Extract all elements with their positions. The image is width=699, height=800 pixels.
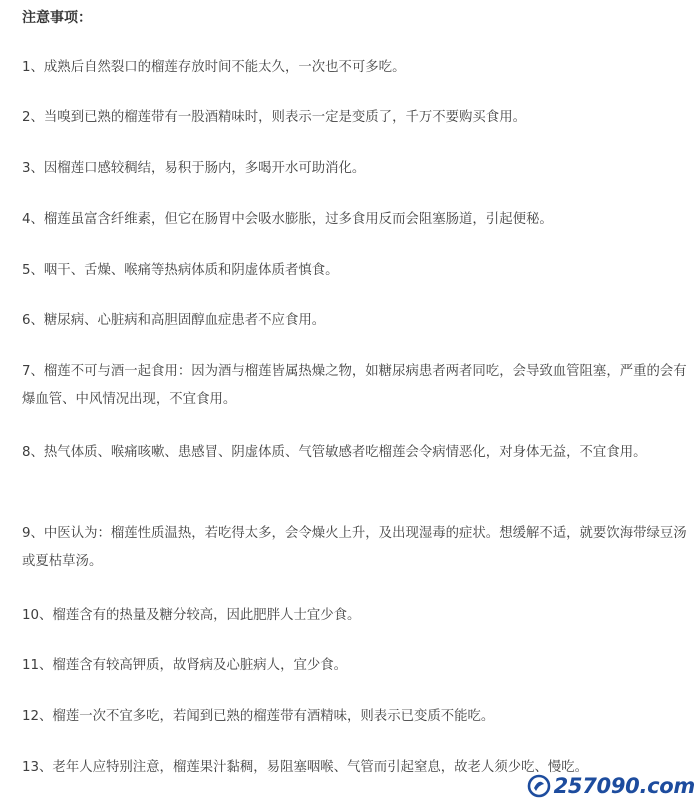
list-item: 5、咽干、舌燥、喉痛等热病体质和阴虚体质者慎食。	[22, 263, 339, 278]
logo-mark-icon	[527, 774, 551, 798]
list-item: 12、榴莲一次不宜多吃，若闻到已熟的榴莲带有酒精味，则表示已变质不能吃。	[22, 709, 495, 724]
list-item: 9、中医认为：榴莲性质温热，若吃得太多，会令燥火上升，及出现湿毒的症状。想缓解不适，就要饮海带绿豆汤或夏枯草汤。	[22, 526, 687, 569]
watermark	[527, 774, 695, 798]
list-item: 7、榴莲不可与酒一起食用：因为酒与榴莲皆属热燥之物，如糖尿病患者两者同吃，会导致血管阻塞，严重的会有爆血管、中风情况出现，不宜食用。	[22, 364, 687, 407]
list-item: 2、当嗅到已熟的榴莲带有一股酒精味时，则表示一定是变质了，千万不要购买食用。	[22, 110, 526, 125]
list-item: 11、榴莲含有较高钾质，故肾病及心脏病人，宜少食。	[22, 658, 348, 673]
watermark-text: 257090.com	[553, 774, 695, 798]
list-item: 6、糖尿病、心脏病和高胆固醇血症患者不应食用。	[22, 313, 326, 328]
list-item: 3、因榴莲口感较稠结，易积于肠内，多喝开水可助消化。	[22, 161, 366, 176]
list-item: 8、热气体质、喉痛咳嗽、患感冒、阴虚体质、气管敏感者吃榴莲会令病情恶化，对身体无益，不宜食用。	[22, 445, 647, 460]
list-item: 13、老年人应特别注意，榴莲果汁黏稠，易阻塞咽喉、气管而引起窒息，故老人须少吃、慢吃。	[22, 760, 589, 775]
page-title: 注意事项：	[22, 10, 92, 26]
list-item: 1、成熟后自然裂口的榴莲存放时间不能太久，一次也不可多吃。	[22, 60, 406, 75]
list-item: 4、榴莲虽富含纤维素，但它在肠胃中会吸水膨胀，过多食用反而会阻塞肠道，引起便秘。	[22, 212, 553, 227]
list-item: 10、榴莲含有的热量及糖分较高，因此肥胖人士宜少食。	[22, 608, 361, 623]
